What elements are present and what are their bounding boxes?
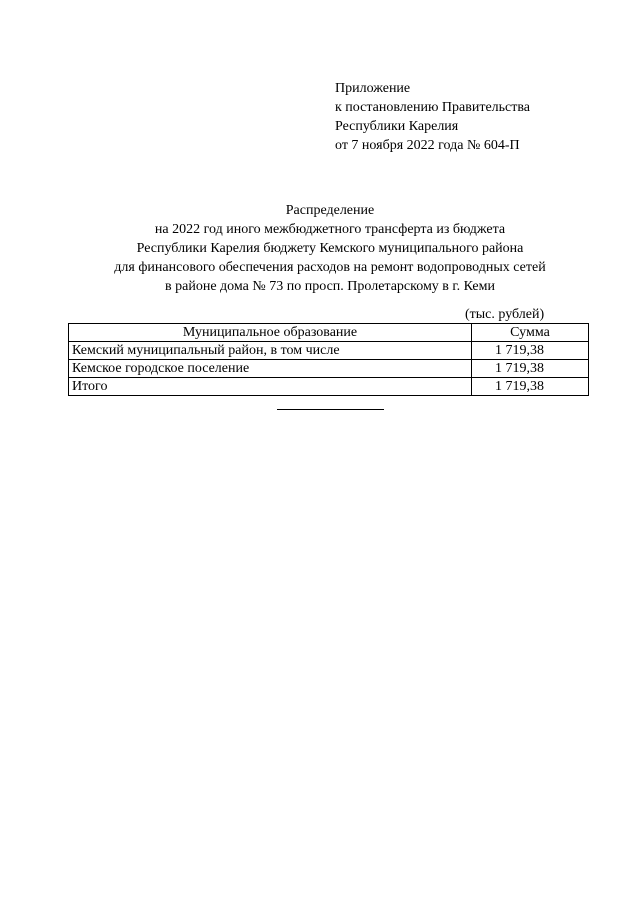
title-line: Распределение <box>285 203 375 218</box>
row-municipality: Кемский муниципальный район, в том числе <box>69 342 472 360</box>
column-header-municipality: Муниципальное образование <box>69 324 472 342</box>
appendix-line: Республики Карелия <box>335 119 459 134</box>
row-sum: 1 719,38 <box>472 360 589 378</box>
table-row <box>69 360 589 378</box>
title-line: в районе дома № 73 по просп. Пролетарскому в г. Кеми <box>165 279 495 294</box>
row-municipality: Кемское городское поселение <box>69 360 472 378</box>
table-row <box>69 342 589 360</box>
units-label: (тыс. рублей) <box>465 307 545 322</box>
column-header-sum: Сумма <box>472 324 589 342</box>
title-line: для финансового обеспечения расходов на ремонт водопроводных сетей <box>114 260 546 275</box>
row-sum: 1 719,38 <box>472 342 589 360</box>
end-divider <box>277 409 384 410</box>
distribution-table <box>68 323 589 396</box>
row-sum: 1 719,38 <box>472 378 589 396</box>
appendix-line: Приложение <box>335 81 411 96</box>
appendix-block <box>335 79 530 155</box>
row-municipality: Итого <box>69 378 472 396</box>
appendix-line: к постановлению Правительства <box>335 100 531 115</box>
document-title <box>60 201 600 296</box>
table-header-row <box>69 324 589 342</box>
table-row-total <box>69 378 589 396</box>
appendix-line: от 7 ноября 2022 года № 604-П <box>335 138 520 153</box>
title-line: на 2022 год иного межбюджетного трансферта из бюджета <box>154 222 506 237</box>
title-line: Республики Карелия бюджету Кемского муниципального района <box>136 241 524 256</box>
